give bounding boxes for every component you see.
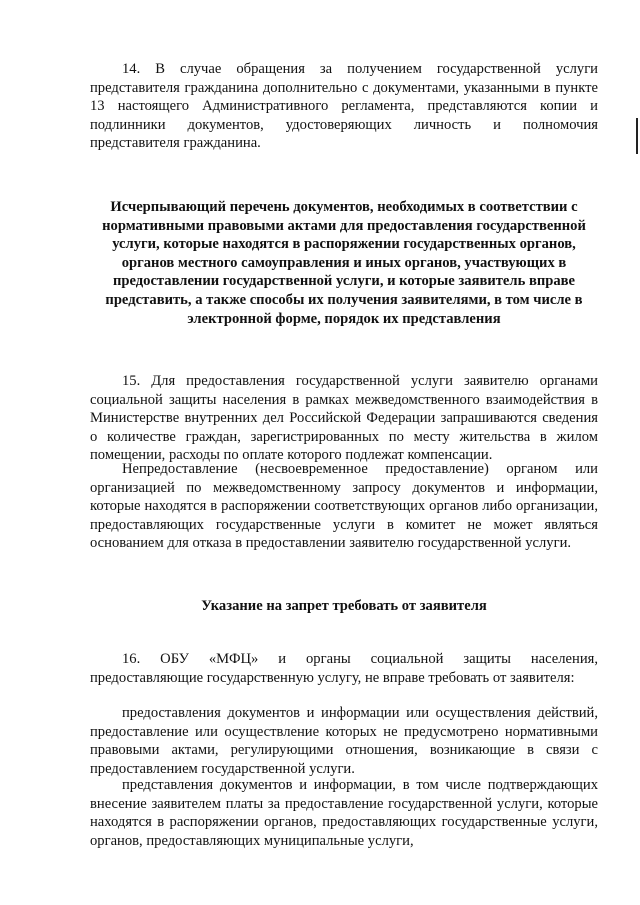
paragraph-15-nonprovision: Непредоставление (несвоевременное предоставление) органом или организацией по межведомственному запросу документов и информации, которые находятся в распоряжении соответствующих органов либо организации, предоставляющих государственные услуги в комитет не может являться основанием для отказа в предоставлении заявителю государственной услуги.	[90, 461, 598, 552]
section-heading-document-list: Исчерпывающий перечень документов, необходимых в соответствии с нормативными правовыми актами для предоставления государственной услуги, которые находятся в распоряжении государственных органов, органов местного самоуправления и иных органов, участвующих в предоставлении государственной услуги, и которые заявитель вправе представить, а также способы их получения заявителями, в том числе в электронной форме, порядок их представления	[102, 199, 586, 327]
paragraph-16-item-a: предоставления документов и информации или осуществления действий, предоставление или осуществление которых не предусмотрено нормативными правовыми актами, регулирующими отношения, возникающие в связи с предоставлением государственной услуги.	[90, 705, 598, 777]
paragraph-16-item-b: представления документов и информации, в том числе подтверждающих внесение заявителем платы за предоставление государственной услуги, которые находятся в распоряжении органов, предоставляющих государственные услуги, органов, предоставляющих муниципальные услуги,	[90, 777, 598, 849]
paragraph-16: 16. ОБУ «МФЦ» и органы социальной защиты населения, предоставляющие государственную услугу, не вправе требовать от заявителя:	[90, 651, 598, 686]
section-heading-prohibition: Указание на запрет требовать от заявителя	[201, 598, 487, 614]
scan-edge-mark	[636, 118, 638, 154]
paragraph-14: 14. В случае обращения за получением государственной услуги представителя гражданина дополнительно с документами, указанными в пункте 13 настоящего Административного регламента, представляются копии и подлинники документов, удостоверяющих личность и полномочия представителя гражданина.	[90, 61, 598, 152]
paragraph-15: 15. Для предоставления государственной услуги заявителю органами социальной защиты населения в рамках межведомственного взаимодействия в Министерстве внутренних дел Российской Федерации запрашиваются сведения о количестве граждан, зарегистрированных по месту жительства в жилом помещении, расходы по оплате которого подлежат компенсации.	[90, 373, 598, 464]
